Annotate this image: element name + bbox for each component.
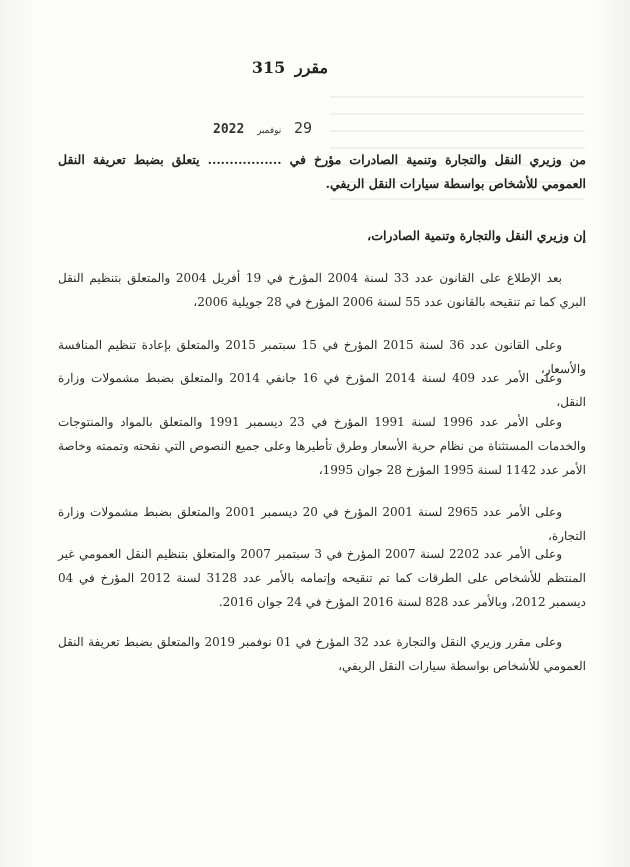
recital-paragraph [58,630,586,678]
recital-text: وعلى الأمر عدد 409 لسنة 2014 المؤرخ في 16 جانفي 2014 والمتعلق بضبط مشمولات وزارة النقل، [58,371,586,409]
recital-paragraph [58,366,586,414]
minister-line: إن وزيري النقل والتجارة وتنمية الصادرات، [367,228,586,243]
recital-paragraph [58,500,586,548]
recital-text: وعلى القانون عدد 36 لسنة 2015 المؤرخ في 15 سبتمبر 2015 والمتعلق بإعادة تنظيم المنافسة والأسعار، [58,338,586,376]
decision-label: مقرر [294,58,329,77]
decision-number: 315 [251,58,286,77]
recital-paragraph [58,410,586,482]
recital-paragraph [58,266,586,314]
recital-text: بعد الإطلاع على القانون عدد 33 لسنة 2004 المؤرخ في 19 أفريل 2004 والمتعلق بتنظيم النقل البري كما تم تنقيحه بالقانون عدد 55 لسنة 2006 المؤرخ في 28 جويلية 2006، [58,271,586,309]
recital-text: وعلى مقرر وزيري النقل والتجارة عدد 32 المؤرخ في 01 نوفمبر 2019 والمتعلق بضبط تعريفة النقل العمومي للأشخاص بواسطة سيارات النقل الريفي، [58,635,586,673]
date-stamp-month: نوفمبر [256,126,282,136]
recital-text: وعلى الأمر عدد 2202 لسنة 2007 المؤرخ في 3 سبتمبر 2007 والمتعلق بتنظيم النقل العمومي غير المنتظم للأشخاص على الطرقات كما تم تنقيحه وإتمامه بالأمر عدد 3128 لسنة 2012 المؤرخ في 04 ديسمبر 2012، وبالأمر عدد 828 لسنة 2016 المؤرخ في 24 جوان 2016. [58,547,586,609]
recital-text: وعلى الأمر عدد 1996 لسنة 1991 المؤرخ في 23 ديسمبر 1991 والمتعلق بالمواد والمنتوجات والخدمات المستثناة من نظام حرية الأسعار وطرق تأطيرها وعلى جميع النصوص التي نقحته وتممته وخاصة الأمر عدد 1142 لسنة 1995 المؤرخ 28 جوان 1995، [58,415,586,477]
recital-text: وعلى الأمر عدد 2965 لسنة 2001 المؤرخ في 20 ديسمبر 2001 والمتعلق بضبط مشمولات وزارة التجارة، [58,505,586,543]
date-stamp-day: 29 [293,119,312,137]
recital-paragraph [58,542,586,614]
decision-title [200,58,380,77]
date-stamp-year: 2022 [213,122,245,137]
decision-subject: من وزيري النقل والتجارة وتنمية الصادرات مؤرخ في ................. يتعلق بضبط تعريفة النقل العمومي للأشخاص بواسطة سيارات النقل الريفي. [58,152,586,191]
date-stamp [213,118,312,137]
